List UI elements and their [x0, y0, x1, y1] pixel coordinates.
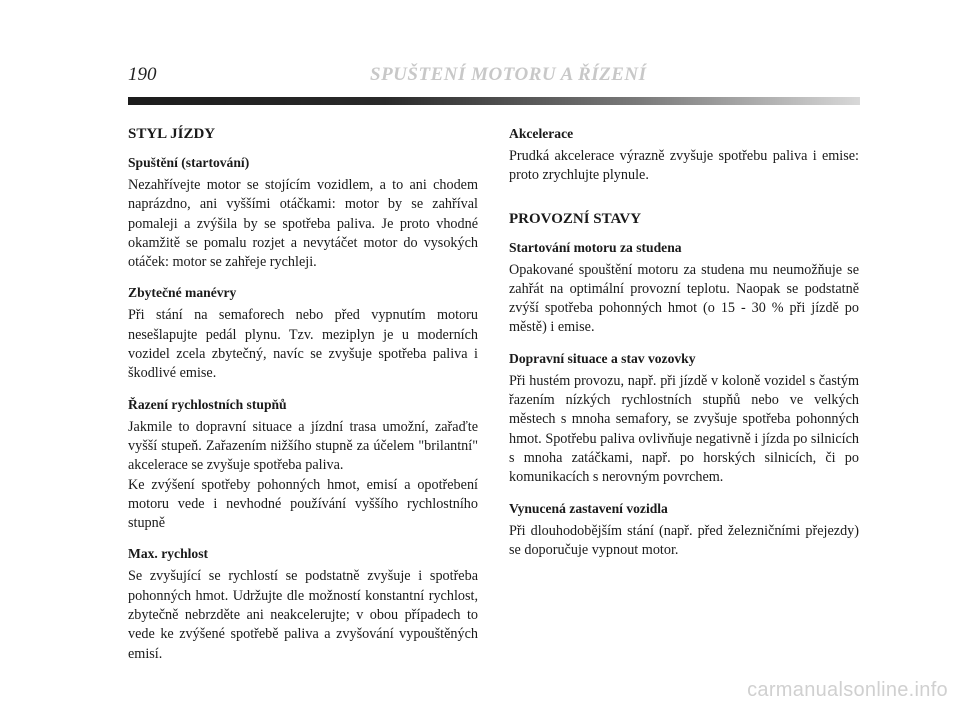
page-number: 190 — [128, 64, 157, 85]
subsection-title: Řazení rychlostních stupňů — [128, 396, 287, 412]
section-heading-driving-style: STYL JÍZDY — [128, 126, 216, 142]
watermark: carmanualsonline.info — [747, 679, 948, 701]
paragraph: Se zvyšující se rychlostí se podstatně zvyšuje i spotřeba pohonných hmot. Udržujte dle možností konstantní rychlost, zbytečně nebrzděte ani neakcelerujte; v obou případech to vede ke zvýšené spotřebě paliva a zvyšování vypouštěných emisí. — [128, 568, 478, 662]
paragraph: Při hustém provozu, např. při jízdě v koloně vozidel s častým řazením nízkých rychlostních stupňů nebo ve velkých městech s mnoha semafory, se zvyšuje spotřeba pohonných hmot. Spotřebu paliva ovlivňuje negativně i jízda po silnicích s mnoha zatáčkami, např. po horských silnicích, či po komunikacích s nerovným povrchem. — [509, 372, 859, 486]
subsection-title: Dopravní situace a stav vozovky — [509, 350, 696, 366]
paragraph: Opakované spouštění motoru za studena mu neumožňuje se zahřát na optimální provozní teplotu. Naopak se podstatně zvýší spotřeba pohonných hmot (o 15 - 30 % při jízdě po městě) i emise. — [509, 261, 859, 336]
subsection-title: Akcelerace — [509, 126, 574, 141]
chapter-title: SPUŠTENÍ MOTORU A ŘÍZENÍ — [370, 64, 647, 85]
paragraph: Nezahřívejte motor se stojícím vozidlem, a to ani chodem naprázdno, ani vyššími otáčkami: motor by se zahříval pomaleji a zvýšila by se spotřeba paliva. Je proto vhodné okamžitě se pomalu rozjet a nevytáčet motor do vysokých otáček: motor se zahřeje rychleji. — [128, 177, 478, 271]
left-column — [128, 124, 478, 675]
paragraph: Jakmile to dopravní situace a jízdní trasa umožní, zařaďte vyšší stupeň. Zařazením nižšího stupně za účelem "brilantní" akcelerace se zvyšuje spotřeba paliva. Ke zvýšení spotřeby pohonných hmot, emisí a opotřebení motoru vede i nevhodné používání vyššího rychlostního stupně — [128, 418, 478, 532]
spacer — [509, 197, 859, 209]
subsection-title: Zbytečné manévry — [128, 285, 237, 301]
subsection-title: Vynucená zastavení vozidla — [509, 500, 668, 516]
paragraph: Při stání na semaforech nebo před vypnutím motoru nesešlapujte pedál plynu. Tzv. meziplyn je u moderních vozidel zcela zbytečný, navíc se zvyšuje spotřeba paliva i škodlivé emise. — [128, 307, 478, 382]
subsection-title: Max. rychlost — [128, 546, 209, 562]
header-rule — [128, 97, 860, 105]
subsection-title: Spuštění (startování) — [128, 155, 250, 170]
section-heading-operating-states: PROVOZNÍ STAVY — [509, 210, 642, 227]
paragraph: Při dlouhodobějším stání (např. před železničními přejezdy) se doporučuje vypnout motor. — [509, 522, 859, 558]
right-column — [509, 124, 859, 571]
subsection-title: Startování motoru za studena — [509, 239, 682, 255]
paragraph: Prudká akcelerace výrazně zvyšuje spotřebu paliva i emise: proto zrychlujte plynule. — [509, 148, 859, 184]
